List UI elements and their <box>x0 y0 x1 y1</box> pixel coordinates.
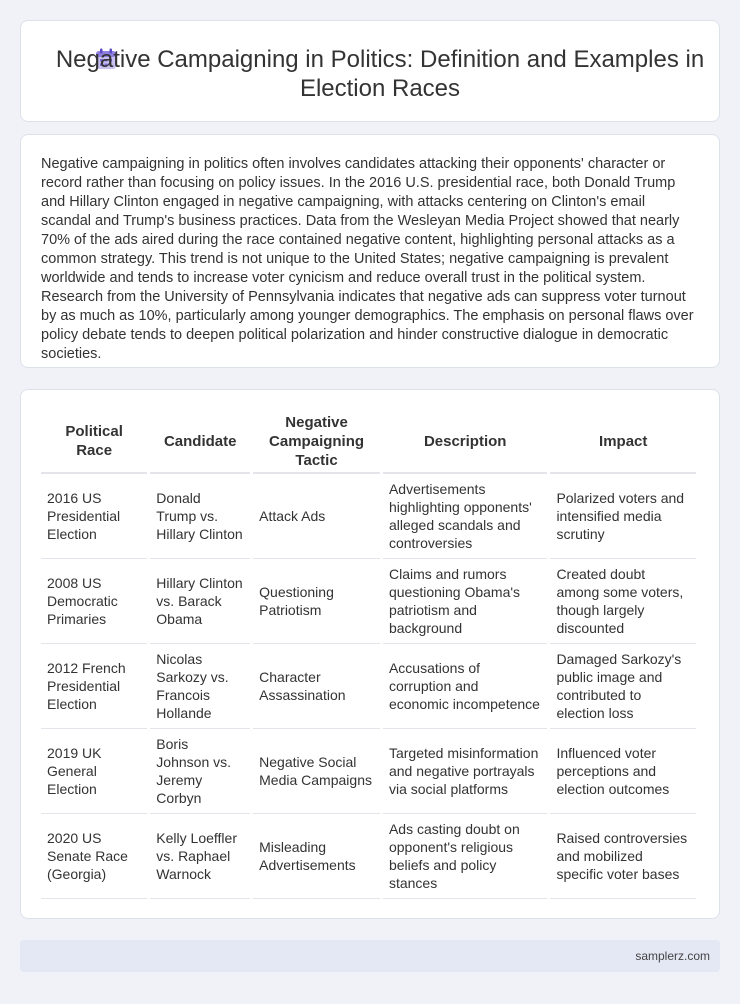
header-political-race: Political Race <box>41 410 149 473</box>
cell-race: 2008 US Democratic Primaries <box>41 558 149 643</box>
cell-race: 2016 US Presidential Election <box>41 473 149 558</box>
table-row <box>41 643 698 728</box>
footer-site-link[interactable]: samplerz.com <box>635 949 710 963</box>
cell-description: Ads casting doubt on opponent's religious beliefs and policy stances <box>381 813 548 898</box>
table-row <box>41 558 698 643</box>
cell-impact: Influenced voter perceptions and election outcomes <box>549 728 698 813</box>
page-title: Negative Campaigning in Politics: Definition and Examples in Election Races <box>55 46 705 102</box>
cell-description: Accusations of corruption and economic incompetence <box>381 643 548 728</box>
table-header-row <box>41 410 698 473</box>
header-tactic: Negative Campaigning Tactic <box>252 410 382 473</box>
intro-card <box>20 134 720 368</box>
cell-impact: Created doubt among some voters, though largely discounted <box>549 558 698 643</box>
cell-impact: Raised controversies and mobilized specific voter bases <box>549 813 698 898</box>
intro-paragraph: Negative campaigning in politics often involves candidates attacking their opponents' character or record rather than focusing on policy issues. In the 2016 U.S. presidential race, both Donald Trump and Hillary Clinton engaged in negative campaigning, with attacks centering on Clinton's email scandal and Trump's business practices. Data from the Wesleyan Media Project showed that nearly 70% of the ads aired during the race contained negative content, highlighting personal attacks as a common strategy. This trend is not unique to the United States; negative campaigning is prevalent worldwide and tends to increase voter cynicism and reduce overall trust in the political system. Research from the University of Pennsylvania indicates that negative ads can suppress voter turnout by as much as 10%, particularly among younger demographics. The emphasis on personal flaws over policy debate tends to deepen political polarization and hinder constructive dialogue in democratic societies. <box>41 156 694 362</box>
cell-race: 2019 UK General Election <box>41 728 149 813</box>
cell-tactic: Character Assassination <box>252 643 382 728</box>
cell-impact: Damaged Sarkozy's public image and contributed to election loss <box>549 643 698 728</box>
header-candidate: Candidate <box>149 410 252 473</box>
cell-tactic: Questioning Patriotism <box>252 558 382 643</box>
cell-tactic: Negative Social Media Campaigns <box>252 728 382 813</box>
table-card <box>20 389 720 919</box>
cell-candidate: Kelly Loeffler vs. Raphael Warnock <box>149 813 252 898</box>
table-row <box>41 473 698 558</box>
cell-race: 2012 French Presidential Election <box>41 643 149 728</box>
header-description: Description <box>381 410 548 473</box>
campaign-table <box>41 410 699 899</box>
footer-bar <box>20 940 720 972</box>
table-row <box>41 728 698 813</box>
cell-description: Targeted misinformation and negative portrayals via social platforms <box>381 728 548 813</box>
title-card <box>20 20 720 122</box>
cell-race: 2020 US Senate Race (Georgia) <box>41 813 149 898</box>
cell-candidate: Boris Johnson vs. Jeremy Corbyn <box>149 728 252 813</box>
cell-candidate: Nicolas Sarkozy vs. Francois Hollande <box>149 643 252 728</box>
table-row <box>41 813 698 898</box>
cell-tactic: Misleading Advertisements <box>252 813 382 898</box>
cell-description: Advertisements highlighting opponents' alleged scandals and controversies <box>381 473 548 558</box>
header-impact: Impact <box>549 410 698 473</box>
cell-impact: Polarized voters and intensified media scrutiny <box>549 473 698 558</box>
cell-description: Claims and rumors questioning Obama's patriotism and background <box>381 558 548 643</box>
cell-candidate: Donald Trump vs. Hillary Clinton <box>149 473 252 558</box>
cell-tactic: Attack Ads <box>252 473 382 558</box>
cell-candidate: Hillary Clinton vs. Barack Obama <box>149 558 252 643</box>
